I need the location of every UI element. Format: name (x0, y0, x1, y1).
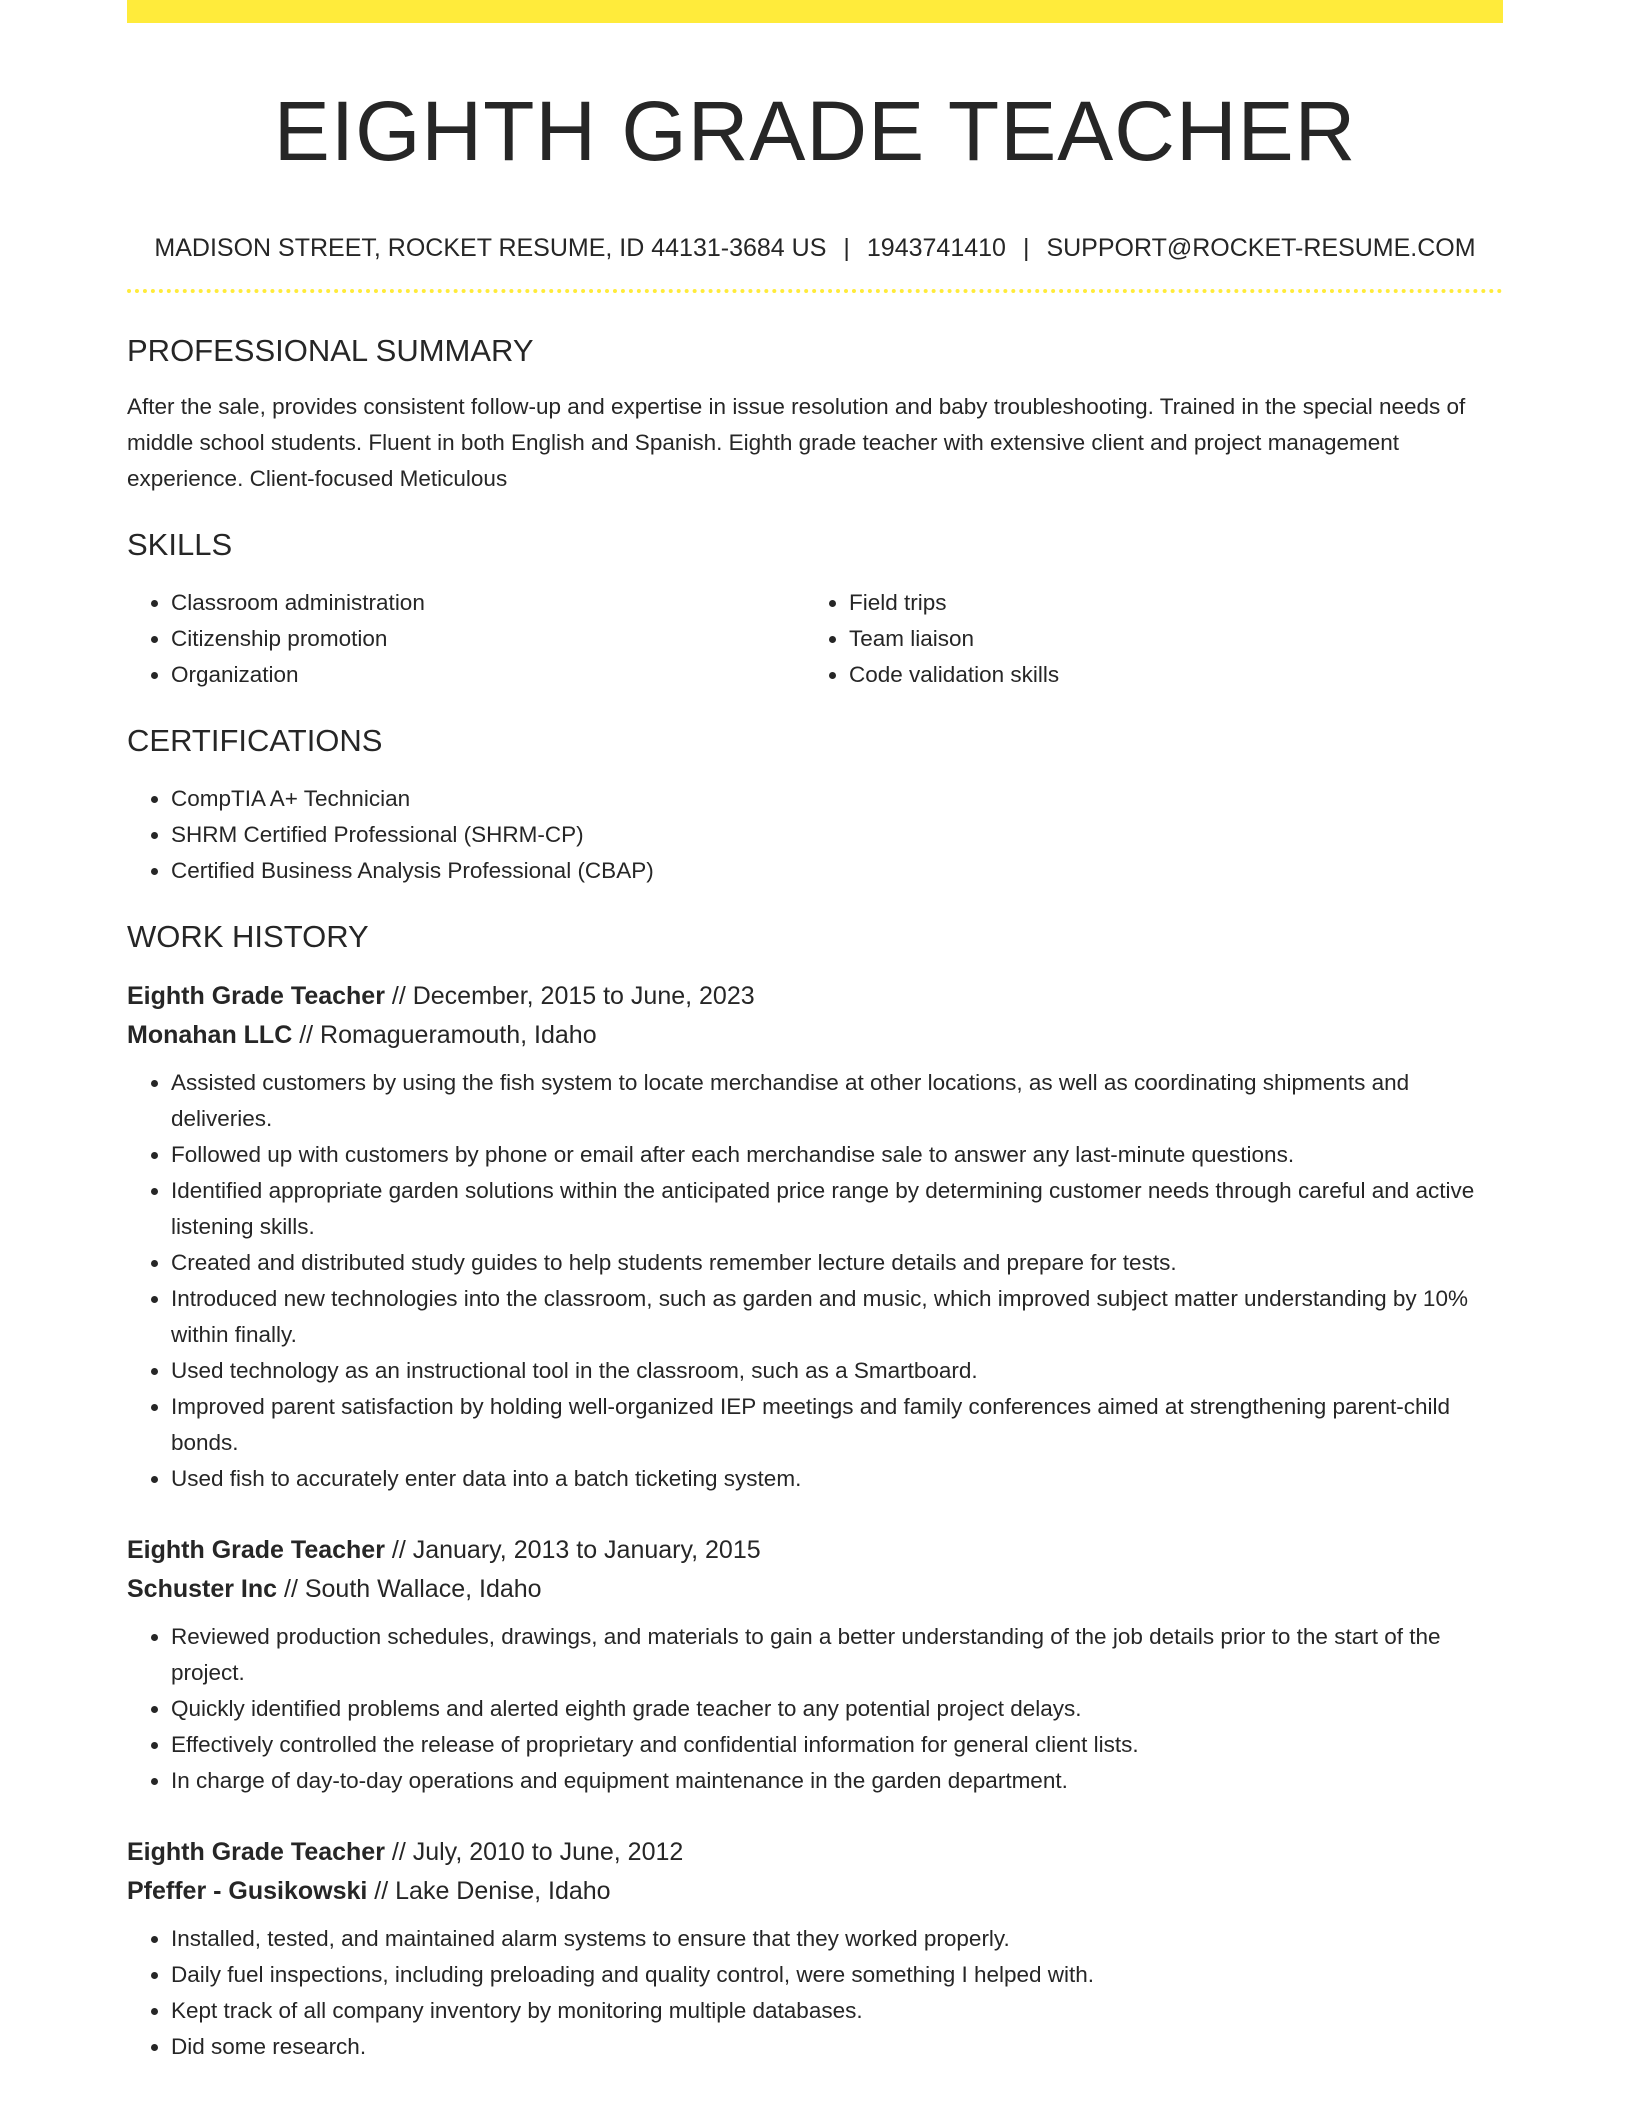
job-location: // Lake Denise, Idaho (367, 1877, 611, 1905)
job-bullet: • Installed, tested, and maintained alarm systems to ensure that they worked properly. (171, 1921, 1503, 1957)
job-title: Eighth Grade Teacher (127, 1536, 385, 1564)
job-dates: // December, 2015 to June, 2023 (384, 982, 755, 1010)
certification-item: • SHRM Certified Professional (SHRM-CP) (171, 817, 1503, 853)
job-bullet: • Used fish to accurately enter data into a batch ticketing system. (171, 1461, 1503, 1497)
work-history-heading: WORK HISTORY (127, 919, 369, 954)
skills-heading: SKILLS (127, 527, 233, 562)
contact-phone: 1943741410 (866, 234, 1006, 262)
job-bullet-list (127, 1921, 1503, 2065)
contact-email: SUPPORT@ROCKET-RESUME.COM (1046, 234, 1476, 262)
job-bullet: • Followed up with customers by phone or email after each merchandise sale to answer any last-minute questions. (171, 1137, 1503, 1173)
job-title-line (127, 977, 1503, 1016)
skills-grid (127, 585, 1503, 693)
job-entry (127, 1531, 1503, 1799)
job-bullet: • Kept track of all company inventory by monitoring multiple databases. (171, 1993, 1503, 2029)
job-bullet: • Used technology as an instructional tool in the classroom, such as a Smartboard. (171, 1353, 1503, 1389)
skills-left-list (127, 585, 805, 693)
job-bullet: • Improved parent satisfaction by holding well-organized IEP meetings and family conferences aimed at strengthening parent-child bonds. (171, 1389, 1503, 1461)
job-company-line (127, 1016, 1503, 1055)
certifications-heading: CERTIFICATIONS (127, 723, 383, 758)
job-bullet: • Did some research. (171, 2029, 1503, 2065)
job-company: Schuster Inc (127, 1575, 278, 1603)
job-location: // Romagueramouth, Idaho (292, 1021, 597, 1049)
job-title: Eighth Grade Teacher (127, 982, 385, 1010)
certification-item: • Certified Business Analysis Professional (CBAP) (171, 853, 1503, 889)
job-bullet-list (127, 1619, 1503, 1799)
job-bullet: • Quickly identified problems and alerted eighth grade teacher to any potential project delays. (171, 1691, 1503, 1727)
job-bullet: • In charge of day-to-day operations and equipment maintenance in the garden department. (171, 1763, 1503, 1799)
job-bullet: • Assisted customers by using the fish system to locate merchandise at other locations, as well as coordinating shipments and deliveries. (171, 1065, 1503, 1137)
dotted-divider (127, 289, 1503, 293)
skill-item: • Classroom administration (171, 585, 805, 621)
resume-title: EIGHTH GRADE TEACHER (273, 84, 1357, 178)
skill-item: • Organization (171, 657, 805, 693)
skill-item: • Field trips (849, 585, 1483, 621)
job-bullet: • Identified appropriate garden solutions within the anticipated price range by determining customer needs through careful and active listening skills. (171, 1173, 1503, 1245)
job-company-line (127, 1570, 1503, 1609)
job-bullet: • Reviewed production schedules, drawings, and materials to gain a better understanding of the job details prior to the start of the project. (171, 1619, 1503, 1691)
certifications-list (127, 781, 1503, 889)
job-title: Eighth Grade Teacher (127, 1838, 385, 1866)
job-title-line (127, 1833, 1503, 1872)
job-entry (127, 977, 1503, 1497)
summary-heading: PROFESSIONAL SUMMARY (127, 333, 534, 368)
job-bullet: • Created and distributed study guides to help students remember lecture details and prepare for tests. (171, 1245, 1503, 1281)
job-bullet: • Effectively controlled the release of proprietary and confidential information for general client lists. (171, 1727, 1503, 1763)
summary-text: After the sale, provides consistent follow-up and expertise in issue resolution and baby troubleshooting. Trained in the special needs of middle school students. Fluent in both English and Spanish. Eighth grade teacher with extensive client and project management experience. Client-focused Meticulous (127, 394, 1466, 491)
contact-separator: | (843, 234, 850, 262)
job-company: Monahan LLC (127, 1021, 293, 1049)
job-company-line (127, 1872, 1503, 1911)
skills-right-list (805, 585, 1483, 693)
job-dates: // January, 2013 to January, 2015 (384, 1536, 761, 1564)
contact-separator: | (1022, 234, 1030, 262)
job-bullet-list (127, 1065, 1503, 1497)
skill-item: • Citizenship promotion (171, 621, 805, 657)
contact-address: MADISON STREET, ROCKET RESUME, ID 44131-3684 US (154, 234, 827, 262)
contact-line (127, 233, 1503, 263)
job-title-line (127, 1531, 1503, 1570)
job-bullet: • Daily fuel inspections, including preloading and quality control, were something I helped with. (171, 1957, 1503, 1993)
job-bullet: • Introduced new technologies into the classroom, such as garden and music, which improved subject matter understanding by 10% within finally. (171, 1281, 1503, 1353)
resume-page (127, 0, 1503, 2112)
job-location: // South Wallace, Idaho (277, 1575, 542, 1603)
skill-item: • Code validation skills (849, 657, 1483, 693)
certification-item: • CompTIA A+ Technician (171, 781, 1503, 817)
job-company: Pfeffer - Gusikowski (127, 1877, 368, 1905)
job-entry (127, 1833, 1503, 2065)
accent-top-bar (127, 0, 1503, 23)
skill-item: • Team liaison (849, 621, 1483, 657)
job-dates: // July, 2010 to June, 2012 (384, 1838, 684, 1866)
